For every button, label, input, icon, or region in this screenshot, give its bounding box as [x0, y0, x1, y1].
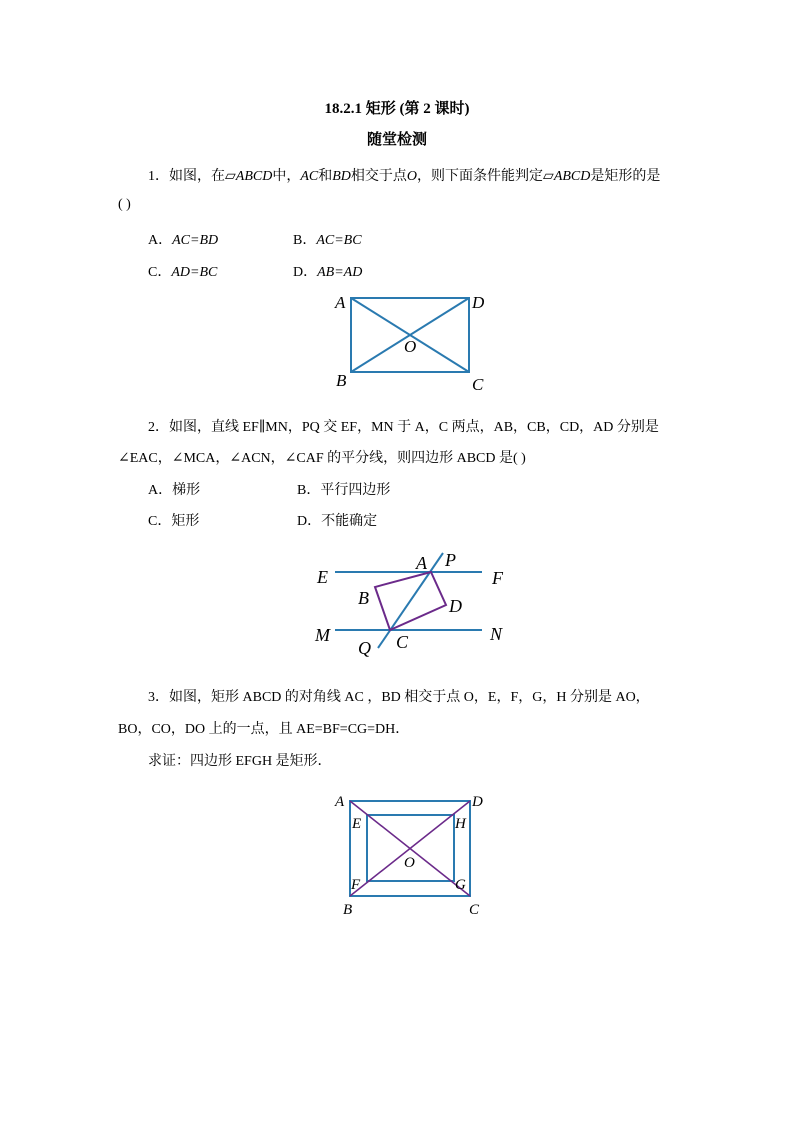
- label-a: A: [416, 553, 427, 573]
- q2-option-d: D．不能确定: [297, 514, 378, 529]
- label-h: H: [455, 816, 466, 832]
- label-a: A: [335, 794, 345, 810]
- q1-option-a: A．AC=BD: [148, 233, 219, 248]
- q2-figure-parallel-lines: [310, 545, 520, 660]
- q1-option-b: B．AC=BC: [293, 233, 362, 248]
- q1-option-d: D．AB=AD: [293, 265, 363, 280]
- label-n: N: [490, 624, 503, 644]
- q1-option-c: C．AD=BC: [148, 265, 218, 280]
- q1-answer-paren: ( ): [118, 197, 131, 212]
- q2-option-b: B．平行四边形: [297, 483, 391, 498]
- q2-stem-line2: ∠EAC，∠MCA，∠ACN，∠CAF 的平分线，则四边形 ABCD 是( ): [118, 451, 526, 466]
- page-title: 18.2.1 矩形 (第 2 课时): [324, 101, 470, 117]
- q3-proof-line: 求证：四边形 EFGH 是矩形．: [148, 754, 332, 769]
- page-subtitle: 随堂检测: [366, 132, 427, 148]
- q2-stem-line1: 2．如图，直线 EF∥MN，PQ 交 EF，MN 于 A，C 两点，AB，CB，CD，AD 分别是: [148, 420, 659, 435]
- q1-figure-rectangle: [330, 290, 500, 395]
- label-d: D: [472, 293, 485, 312]
- label-f: F: [492, 568, 503, 588]
- q1-stem: 1．如图，在▱ABCD中，AC和BD相交于点O，则下面条件能判定▱ABCD是矩形的是: [148, 169, 661, 184]
- label-f: F: [351, 877, 361, 893]
- label-o: O: [404, 855, 415, 871]
- label-e: E: [317, 567, 328, 587]
- label-o: O: [404, 337, 417, 356]
- label-c: C: [469, 902, 480, 918]
- q2-option-c: C．矩形: [148, 514, 200, 529]
- label-b: B: [358, 588, 369, 608]
- label-p: P: [445, 550, 456, 570]
- label-a: A: [335, 293, 346, 312]
- label-c: C: [472, 375, 484, 394]
- label-m: M: [315, 625, 330, 645]
- label-d: D: [472, 794, 483, 810]
- q3-stem-line1: 3．如图，矩形 ABCD 的对角线 AC ，BD 相交于点 O，E，F，G，H 分别是 AO，: [148, 690, 650, 705]
- label-e: E: [352, 816, 362, 832]
- label-c: C: [396, 632, 409, 652]
- label-b: B: [336, 371, 347, 390]
- label-g: G: [455, 877, 466, 893]
- q2-option-a: A．梯形: [148, 483, 201, 498]
- q3-stem-line2: BO，CO，DO 上的一点，且 AE=BF=CG=DH．: [118, 722, 410, 737]
- label-q: Q: [358, 638, 371, 658]
- q3-figure-rectangles: [330, 790, 495, 920]
- label-d: D: [449, 596, 462, 616]
- label-b: B: [343, 902, 353, 918]
- line-pq: [378, 553, 443, 648]
